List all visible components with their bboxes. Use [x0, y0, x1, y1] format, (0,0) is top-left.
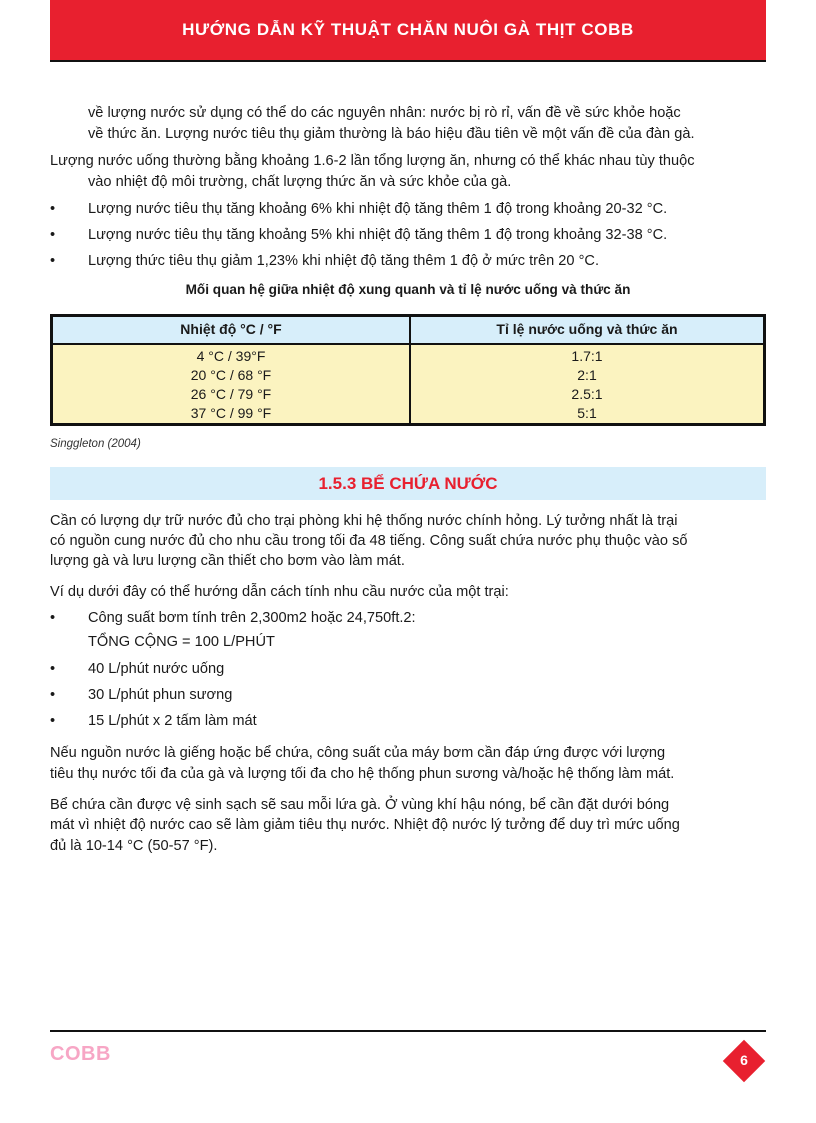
- bullet-icon: •: [50, 227, 56, 243]
- table-cell-ratio: 2:1: [577, 367, 597, 383]
- page-number: 6: [740, 1052, 748, 1068]
- intro-line-3: Lượng nước uống thường bằng khoảng 1.6-2 lần tổng lượng ăn, nhưng có thể khác nhau tùy thuộc: [50, 153, 695, 169]
- list-item-text: 30 L/phút phun sương: [88, 687, 233, 703]
- table-cell-ratio: 5:1: [577, 405, 597, 421]
- intro-line-4: vào nhiệt độ môi trường, chất lượng thức ăn và sức khỏe của gà.: [88, 174, 512, 190]
- table-header-temperature: Nhiệt độ °C / °F: [180, 321, 282, 337]
- bullet-icon: •: [50, 687, 56, 703]
- paragraph-line: Nếu nguồn nước là giếng hoặc bể chứa, công suất của máy bơm cần đáp ứng được với lượng: [50, 745, 666, 761]
- footer-divider: [50, 1030, 766, 1032]
- paragraph-line: Cần có lượng dự trữ nước đủ cho trại phòng khi hệ thống nước chính hỏng. Lý tưởng nhất là trại: [50, 513, 678, 529]
- page-number-badge: [724, 1041, 764, 1081]
- table-cell-temperature: 4 °C / 39°F: [196, 348, 266, 364]
- list-item-text: Lượng nước tiêu thụ tăng khoảng 5% khi nhiệt độ tăng thêm 1 độ trong khoảng 32-38 °C.: [88, 227, 668, 243]
- intro-line-2: về thức ăn. Lượng nước tiêu thụ giảm thường là báo hiệu đầu tiên về một vấn đề của đàn gà.: [88, 126, 695, 142]
- table-cell-ratio: 2.5:1: [571, 386, 603, 402]
- list-item-text: Lượng thức tiêu thụ giảm 1,23% khi nhiệt độ tăng thêm 1 độ ở mức trên 20 °C.: [88, 253, 600, 269]
- table-cell-temperature: 37 °C / 99 °F: [190, 405, 272, 421]
- table-header-ratio: Tỉ lệ nước uống và thức ăn: [496, 321, 678, 337]
- table-cell-ratio: 1.7:1: [571, 348, 603, 364]
- bullet-icon: •: [50, 201, 56, 217]
- paragraph-line: Ví dụ dưới đây có thể hướng dẫn cách tính nhu cầu nước của một trại:: [50, 584, 509, 600]
- section-header: [50, 467, 766, 500]
- ratio-table: [50, 314, 766, 426]
- table-cell-temperature: 20 °C / 68 °F: [190, 367, 272, 383]
- paragraph-line: lượng gà và lưu lượng cần thiết cho bơm vào làm mát.: [50, 553, 405, 569]
- bullet-icon: •: [50, 610, 56, 626]
- section-title: 1.5.3 BỂ CHỨA NƯỚC: [318, 474, 498, 493]
- table-source: Singgleton (2004): [50, 438, 141, 450]
- paragraph-line: có nguồn cung nước đủ cho nhu cầu trong tối đa 48 tiếng. Công suất chứa nước phụ thuộc vào số: [50, 533, 688, 549]
- bullet-icon: •: [50, 661, 56, 677]
- list-item-text: 40 L/phút nước uống: [88, 661, 225, 677]
- total-line: TỔNG CỘNG = 100 L/PHÚT: [88, 634, 275, 650]
- header-divider: [50, 60, 766, 62]
- paragraph-line: đủ là 10-14 °C (50-57 °F).: [50, 838, 218, 854]
- header-band: [50, 0, 766, 60]
- bullet-icon: •: [50, 713, 56, 729]
- paragraph-line: tiêu thụ nước tối đa của gà và lượng tối đa cho hệ thống phun sương và/hoặc hệ thống làm mát.: [50, 766, 675, 782]
- paragraph-line: mát vì nhiệt độ nước cao sẽ làm giảm tiêu thụ nước. Nhiệt độ nước lý tưởng để duy trì mức uống: [50, 817, 680, 833]
- table-caption: Mối quan hệ giữa nhiệt độ xung quanh và tỉ lệ nước uống và thức ăn: [185, 282, 631, 297]
- list-item-text: Lượng nước tiêu thụ tăng khoảng 6% khi nhiệt độ tăng thêm 1 độ trong khoảng 20-32 °C.: [88, 201, 668, 217]
- cobb-logo: COBB: [50, 1043, 111, 1065]
- bullet-icon: •: [50, 253, 56, 269]
- table-cell-temperature: 26 °C / 79 °F: [190, 386, 272, 402]
- paragraph-line: Bể chứa cần được vệ sinh sạch sẽ sau mỗi lứa gà. Ở vùng khí hậu nóng, bể cần đặt dưới bóng: [50, 797, 670, 813]
- list-item-text: Công suất bơm tính trên 2,300m2 hoặc 24,750ft.2:: [88, 610, 416, 626]
- list-item-text: 15 L/phút x 2 tấm làm mát: [88, 713, 257, 729]
- document-title: HƯỚNG DẪN KỸ THUẬT CHĂN NUÔI GÀ THỊT COBB: [182, 20, 634, 39]
- intro-line-1: về lượng nước sử dụng có thể do các nguyên nhân: nước bị rò rỉ, vấn đề về sức khỏe hoặc: [88, 105, 681, 121]
